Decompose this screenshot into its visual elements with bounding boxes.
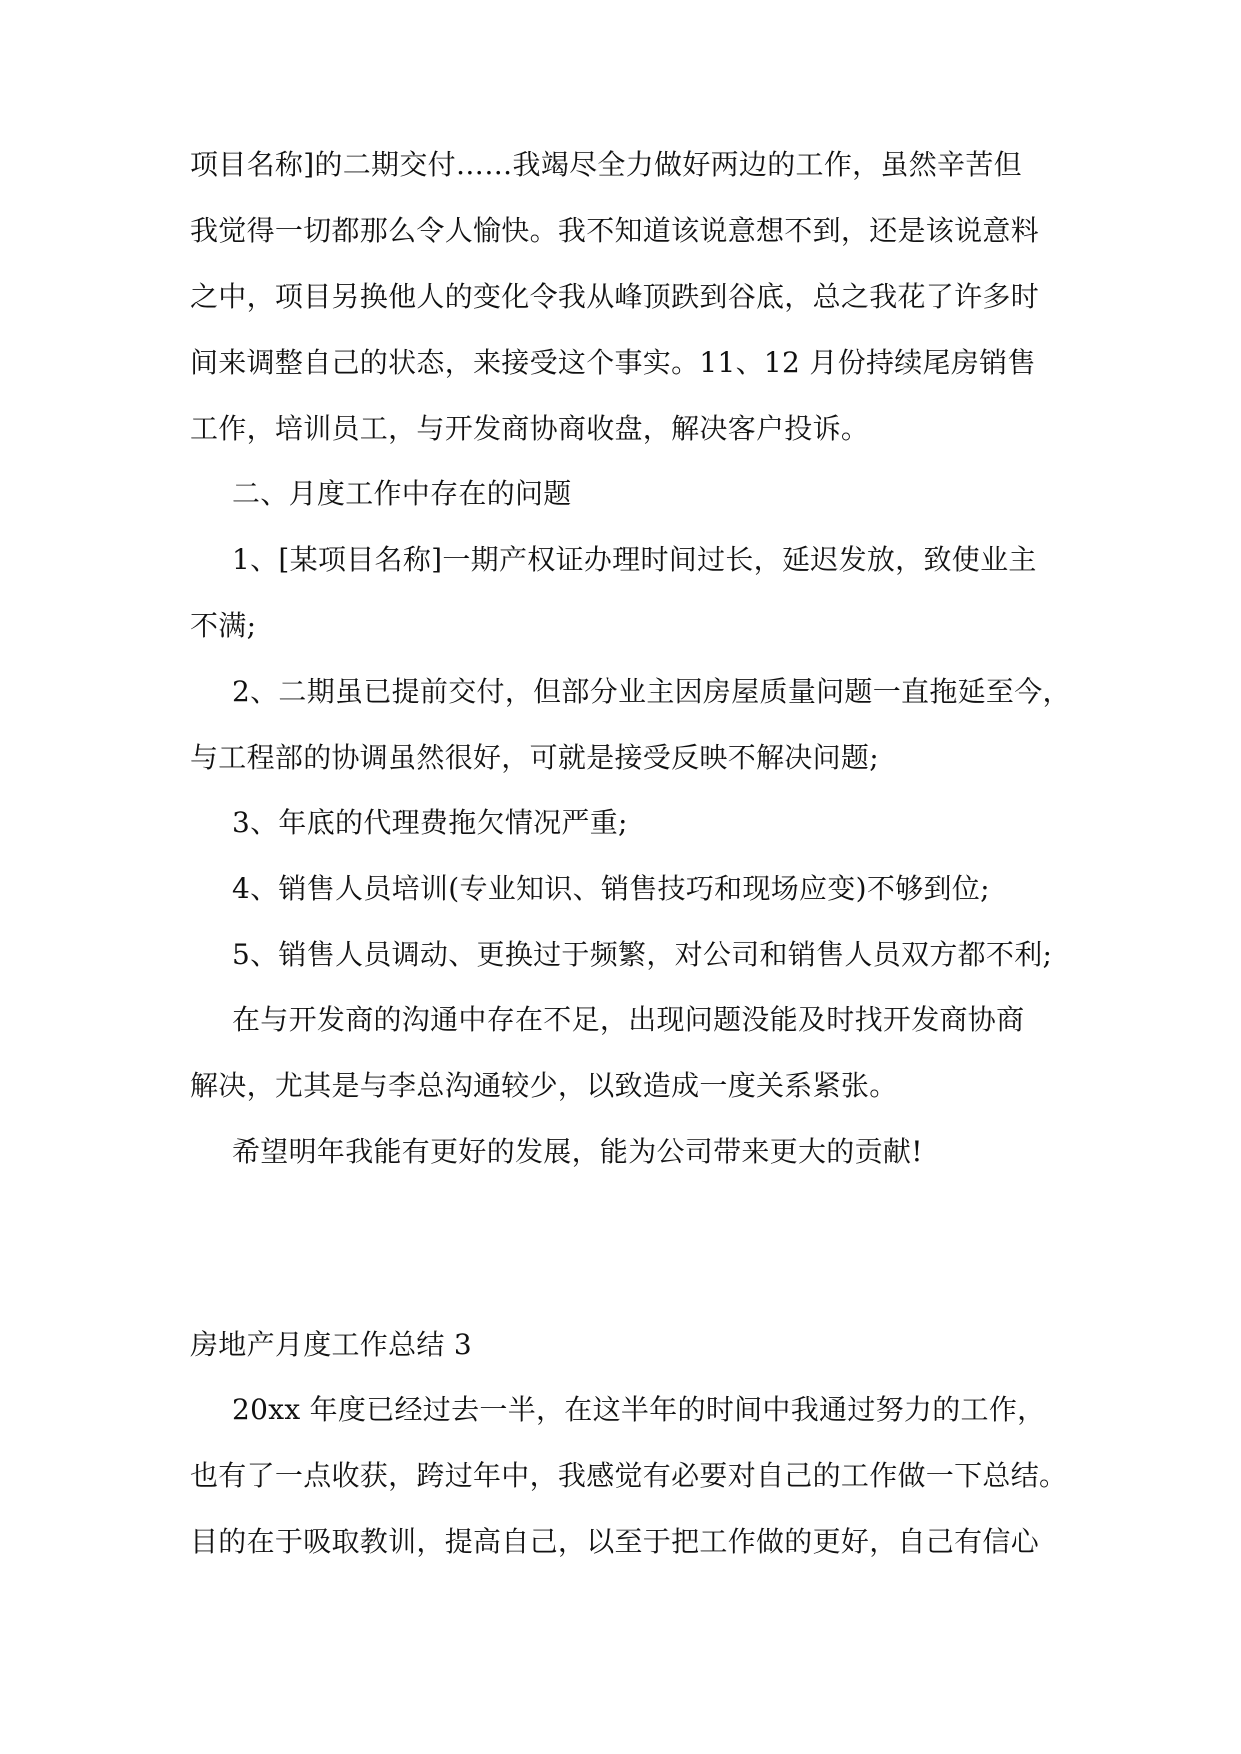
list-item: 1、[某项目名称]一期产权证办理时间过长，延迟发放，致使业主 bbox=[232, 543, 1037, 576]
paragraph-line: 之中，项目另换他人的变化令我从峰顶跌到谷底，总之我花了许多时 bbox=[190, 280, 1040, 313]
paragraph-line: 工作，培训员工，与开发商协商收盘，解决客户投诉。 bbox=[190, 412, 870, 445]
paragraph-line: 解决，尤其是与李总沟通较少，以致造成一度关系紧张。 bbox=[190, 1069, 898, 1102]
paragraph-line: 在与开发商的沟通中存在不足，出现问题没能及时找开发商协商 bbox=[232, 1003, 1025, 1036]
list-item: 5、销售人员调动、更换过于频繁，对公司和销售人员双方都不利; bbox=[232, 938, 1053, 971]
paragraph-line: 项目名称]的二期交付……我竭尽全力做好两边的工作，虽然辛苦但 bbox=[190, 148, 1022, 181]
paragraph-line: 目的在于吸取教训，提高自己，以至于把工作做的更好，自己有信心 bbox=[190, 1525, 1040, 1558]
paragraph-line: 也有了一点收获，跨过年中，我感觉有必要对自己的工作做一下总结。 bbox=[190, 1459, 1068, 1492]
paragraph-line: 间来调整自己的状态，来接受这个事实。11、12 月份持续尾房销售 bbox=[190, 346, 1036, 379]
paragraph-line: 我觉得一切都那么令人愉快。我不知道该说意想不到，还是该说意料 bbox=[190, 214, 1040, 247]
paragraph-line: 20xx 年度已经过去一半，在这半年的时间中我通过努力的工作， bbox=[232, 1393, 1046, 1426]
list-item: 4、销售人员培训(专业知识、销售技巧和现场应变)不够到位; bbox=[232, 872, 990, 905]
section-heading: 二、月度工作中存在的问题 bbox=[232, 477, 572, 510]
section-title: 房地产月度工作总结 3 bbox=[190, 1328, 473, 1361]
list-item-continuation: 不满; bbox=[190, 609, 257, 642]
closing-line: 希望明年我能有更好的发展，能为公司带来更大的贡献! bbox=[232, 1135, 923, 1168]
list-item-continuation: 与工程部的协调虽然很好，可就是接受反映不解决问题; bbox=[190, 741, 879, 774]
list-item: 2、二期虽已提前交付，但部分业主因房屋质量问题一直拖延至今， bbox=[232, 675, 1071, 708]
list-item: 3、年底的代理费拖欠情况严重; bbox=[232, 806, 628, 839]
